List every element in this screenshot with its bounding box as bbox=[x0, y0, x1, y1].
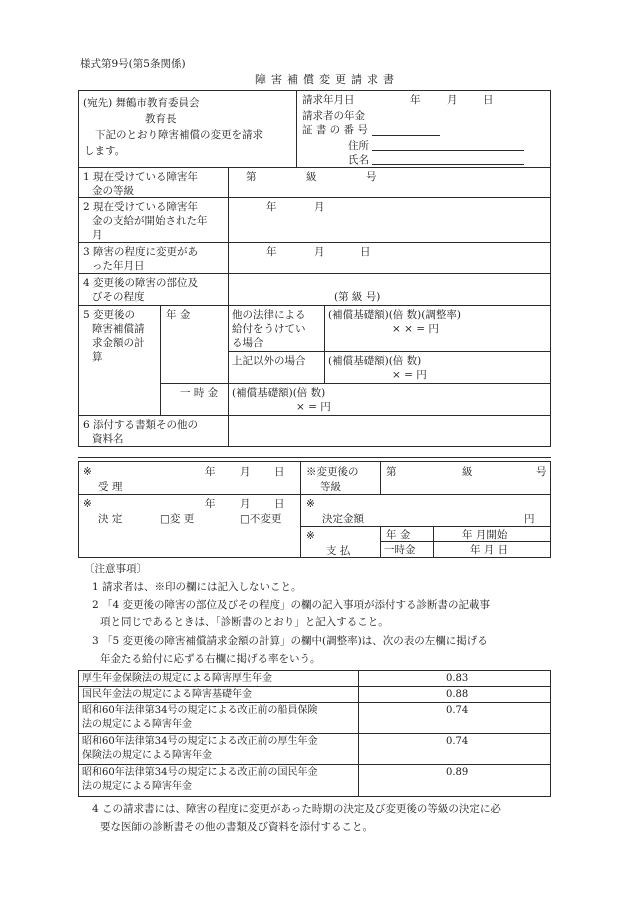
note-2b: 項と同じであるときは、「診断書のとおり」と記入すること。 bbox=[100, 616, 389, 628]
row1-label2: 金の等級 bbox=[92, 185, 134, 197]
row6-label1: 6 添付する書類その他の bbox=[83, 419, 199, 431]
receipt-year: 年 bbox=[205, 466, 216, 478]
row5-formula-b: × × = 円 bbox=[392, 323, 439, 335]
rate-row-5-label1: 昭和60年法律第34号の規定による改正前の国民年金 bbox=[82, 767, 318, 778]
note-2a: 2 「4 変更後の障害の部位及びその程度」の欄の記入事項が添付する診断書の記載事 bbox=[92, 599, 491, 611]
row3-label1: 3 障害の程度に変更があ bbox=[83, 246, 199, 258]
form-title: 障害補償変更請求書 bbox=[255, 73, 399, 86]
rate-row-4-value: 0.74 bbox=[446, 736, 469, 747]
row5-nenkin: 年 金 bbox=[166, 309, 191, 321]
office-receipt: 受 理 bbox=[98, 481, 123, 493]
rate-row-2-label: 国民年金法の規定による障害基礎年金 bbox=[82, 689, 252, 700]
grade-after-label1: ※変更後の bbox=[306, 466, 359, 478]
row2-year: 年 bbox=[266, 201, 277, 213]
office-mark-decision: ※ bbox=[83, 498, 92, 510]
receipt-day: 日 bbox=[274, 466, 285, 478]
claim-date-year: 年 bbox=[410, 94, 421, 106]
row5-other2: 給付をうけてい bbox=[232, 323, 306, 335]
row1-kyu: 級 bbox=[306, 171, 317, 183]
decision-month: 月 bbox=[240, 498, 251, 510]
rate-row-3-value: 0.74 bbox=[446, 705, 469, 716]
row2-label2: 金の支給が開始された年 bbox=[92, 215, 208, 227]
rate-row-3-label2: 法の規定による障害年金 bbox=[82, 719, 192, 730]
address-underline bbox=[372, 150, 524, 151]
rate-row-3-label1: 昭和60年法律第34号の規定による改正前の船員保険 bbox=[82, 705, 318, 716]
request-line2: します。 bbox=[84, 145, 126, 157]
grade-dai: 第 bbox=[386, 466, 397, 478]
pension-cert-underline bbox=[372, 135, 440, 136]
name-underline bbox=[372, 164, 524, 165]
row5-label3: 求金額の計 bbox=[92, 337, 145, 349]
row4-label1: 4 変更後の障害の部位及 bbox=[83, 277, 199, 289]
rate-row-1-label: 厚生年金保険法の規定による障害厚生年金 bbox=[82, 673, 272, 684]
row2-label1: 2 現在受けている障害年 bbox=[83, 201, 199, 213]
claim-date-label: 請求年月日 bbox=[302, 94, 355, 106]
payment-pension-label: 年 金 bbox=[386, 529, 411, 541]
row2-label3: 月 bbox=[92, 229, 103, 241]
office-mark-payment: ※ bbox=[306, 530, 315, 542]
rate-row-4-label2: 保険法の規定による障害年金 bbox=[82, 750, 212, 761]
row4-label2: びその程度 bbox=[92, 291, 145, 303]
name-label: 氏名 bbox=[348, 154, 369, 166]
claim-date-month: 月 bbox=[447, 94, 458, 106]
row6-label2: 資料名 bbox=[92, 433, 124, 445]
decided-amount-label: 決定金額 bbox=[322, 513, 364, 525]
address-label: 住所 bbox=[348, 140, 369, 152]
row5-label1: 5 変更後の bbox=[83, 309, 136, 321]
row1-label1: 1 現在受けている障害年 bbox=[83, 171, 199, 183]
notes-heading: 〔注意事項〕 bbox=[84, 563, 147, 575]
note-1: 1 請求者は、※印の欄には記入しないこと。 bbox=[92, 581, 302, 593]
note-3a: 3 「5 変更後の障害補償請求金額の計算」の欄中(調整率)は、次の表の左欄に掲げる bbox=[92, 635, 488, 647]
receipt-month: 月 bbox=[240, 466, 251, 478]
row5-ichiji: 一 時 金 bbox=[180, 387, 219, 399]
form-number: 様式第9号(第5条関係) bbox=[80, 58, 186, 70]
row5-other3: る場合 bbox=[232, 337, 264, 349]
grade-after-label2: 等級 bbox=[320, 481, 341, 493]
row3-label2: った年月日 bbox=[92, 260, 145, 272]
decision-year: 年 bbox=[205, 498, 216, 510]
office-decision: 決 定 bbox=[98, 513, 123, 525]
row5-formula-a: (補償基礎額)(倍 数)(調整率) bbox=[328, 309, 461, 321]
row3-day: 日 bbox=[360, 246, 371, 258]
grade-kyu: 級 bbox=[462, 466, 473, 478]
payment-pension-start: 年 月開始 bbox=[462, 529, 508, 541]
row4-grade: (第 級 号) bbox=[334, 291, 381, 303]
payment-label: 支 払 bbox=[326, 545, 351, 557]
office-mark-amount: ※ bbox=[306, 498, 315, 510]
claim-date-day: 日 bbox=[483, 94, 494, 106]
grade-go: 号 bbox=[536, 466, 547, 478]
payment-lump-date: 年 月 日 bbox=[470, 544, 509, 556]
note-3b: 年金たる給付に応ずる右欄に掲げる率をいう。 bbox=[100, 653, 321, 665]
addressee-line1: (宛先) 舞鶴市教育委員会 bbox=[83, 97, 200, 109]
rate-row-4-label1: 昭和60年法律第34号の規定による改正前の厚生年金 bbox=[82, 736, 318, 747]
row2-month: 月 bbox=[314, 201, 325, 213]
rate-row-2-value: 0.88 bbox=[446, 689, 469, 700]
decision-day: 日 bbox=[274, 498, 285, 510]
pension-cert-label2: 証 書 の 番 号 bbox=[302, 124, 368, 136]
row5-label4: 算 bbox=[92, 351, 103, 363]
row1-dai: 第 bbox=[246, 171, 257, 183]
pension-cert-label1: 請求者の年金 bbox=[302, 110, 365, 122]
addressee-line2: 教育長 bbox=[145, 113, 177, 125]
row3-month: 月 bbox=[314, 246, 325, 258]
rate-row-5-value: 0.89 bbox=[446, 767, 469, 778]
rate-row-1-value: 0.83 bbox=[446, 673, 469, 684]
row3-year: 年 bbox=[266, 246, 277, 258]
row5-else: 上記以外の場合 bbox=[232, 355, 306, 367]
office-mark-receipt: ※ bbox=[83, 466, 92, 478]
unchanged-checkbox[interactable]: □不変更 bbox=[240, 513, 282, 525]
row5-formula-f: × = 円 bbox=[296, 401, 331, 413]
payment-lump-label: 一時金 bbox=[384, 544, 416, 556]
row1-go: 号 bbox=[366, 171, 377, 183]
note-4a: 4 この請求書には、障害の程度に変更があった時期の決定及び変更後の等級の決定に必 bbox=[92, 803, 501, 815]
row5-other1: 他の法律による bbox=[232, 309, 306, 321]
row5-formula-e: (補償基礎額)(倍 数) bbox=[232, 387, 326, 399]
note-4b: 要な医師の診断書その他の書類及び資料を添付すること。 bbox=[100, 821, 373, 833]
request-line1: 下記のとおり障害補償の変更を請求 bbox=[95, 129, 263, 141]
rate-row-5-label2: 法の規定による障害年金 bbox=[82, 781, 192, 792]
row5-label2: 障害補償請 bbox=[92, 323, 145, 335]
row5-formula-d: × = 円 bbox=[392, 369, 427, 381]
decided-amount-yen: 円 bbox=[524, 513, 535, 525]
changed-checkbox[interactable]: □変 更 bbox=[160, 513, 195, 525]
row5-formula-c: (補償基礎額)(倍 数) bbox=[328, 355, 422, 367]
